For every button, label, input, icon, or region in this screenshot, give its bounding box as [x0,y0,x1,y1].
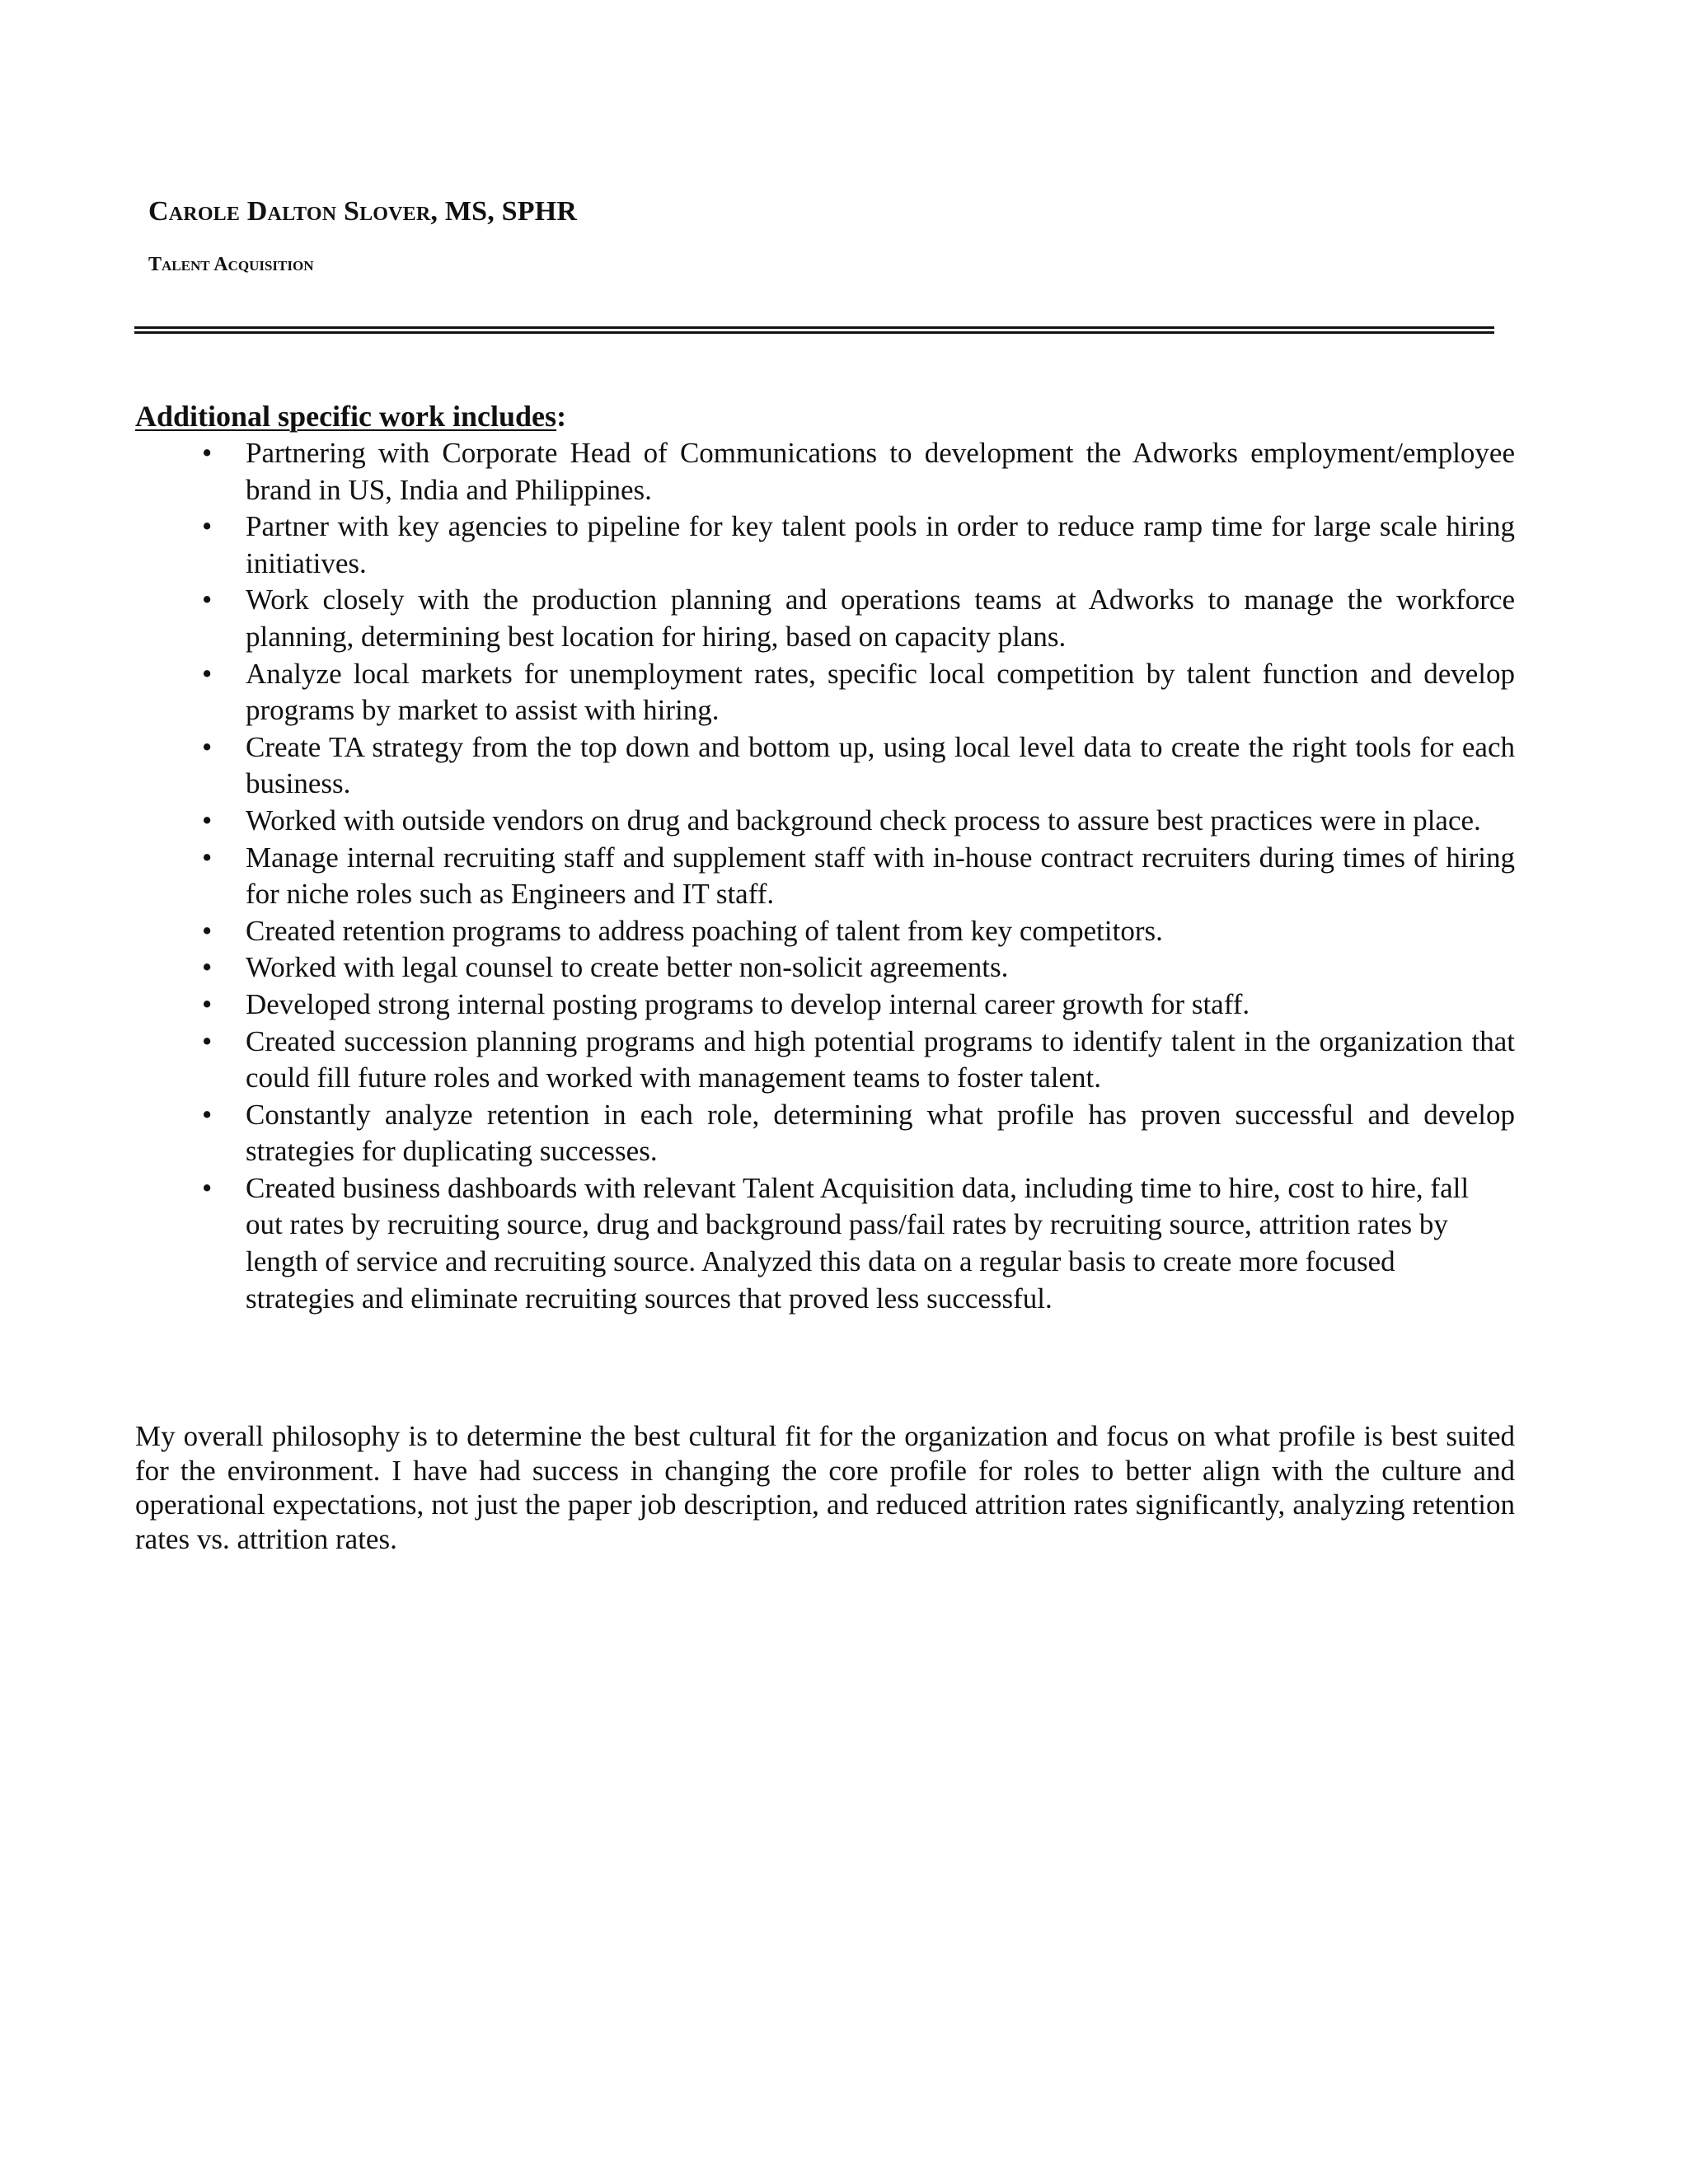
work-list [246,435,1515,1317]
list-item: • Constantly analyze retention in each role, determining what profile has proven successful and develop strategies for duplicating successes. [246,1097,1515,1170]
list-item: • Analyze local markets for unemployment rates, specific local competition by talent function and develop programs by market to assist with hiring. [246,656,1515,729]
header-divider-top [134,326,1494,329]
list-item: • Created retention programs to address poaching of talent from key competitors. [246,913,1515,950]
list-item: • Work closely with the production planning and operations teams at Adworks to manage the workforce planning, determining best location for hiring, based on capacity plans. [246,582,1515,655]
philosophy-paragraph: My overall philosophy is to determine the best cultural fit for the organization and focus on what profile is best suited for the environment. I have had success in changing the core profile for roles to better align with the culture and operational expectations, not just the paper job description, and reduced attrition rates significantly, analyzing retention rates vs. attrition rates. [135,1420,1515,1555]
section-heading-text: Additional specific work includes [135,400,557,433]
header-divider-bottom [134,331,1494,334]
list-item: • Partnering with Corporate Head of Communications to development the Adworks employment/employee brand in US, India and Philippines. [246,435,1515,509]
list-item: • Manage internal recruiting staff and supplement staff with in-house contract recruiters during times of hiring for niche roles such as Engineers and IT staff. [246,840,1515,913]
list-item: • Worked with legal counsel to create better non-solicit agreements. [246,949,1515,987]
candidate-name: Carole Dalton Slover, MS, SPHR [148,196,578,227]
list-item: • Partner with key agencies to pipeline for key talent pools in order to reduce ramp time for large scale hiring initiatives. [246,509,1515,582]
list-item: • Created business dashboards with relevant Talent Acquisition data, including time to hire, cost to hire, fall out rates by recruiting source, drug and background pass/fail rates by recruiting source, attrition rates by length of service and recruiting source. Analyzed this data on a regular basis to create more focused strategies and eliminate recruiting sources that proved less successful. [246,1170,1498,1317]
list-item: • Created succession planning programs and high potential programs to identify talent in the organization that could fill future roles and worked with management teams to foster talent. [246,1024,1515,1097]
list-item: • Worked with outside vendors on drug and background check process to assure best practices were in place. [246,803,1515,840]
candidate-title: Talent Acquisition [148,254,314,275]
list-item: • Create TA strategy from the top down and bottom up, using local level data to create the right tools for each business. [246,729,1515,803]
section-heading-colon: : [556,400,567,433]
section-heading [135,399,566,434]
list-item: • Developed strong internal posting programs to develop internal career growth for staff. [246,987,1515,1024]
